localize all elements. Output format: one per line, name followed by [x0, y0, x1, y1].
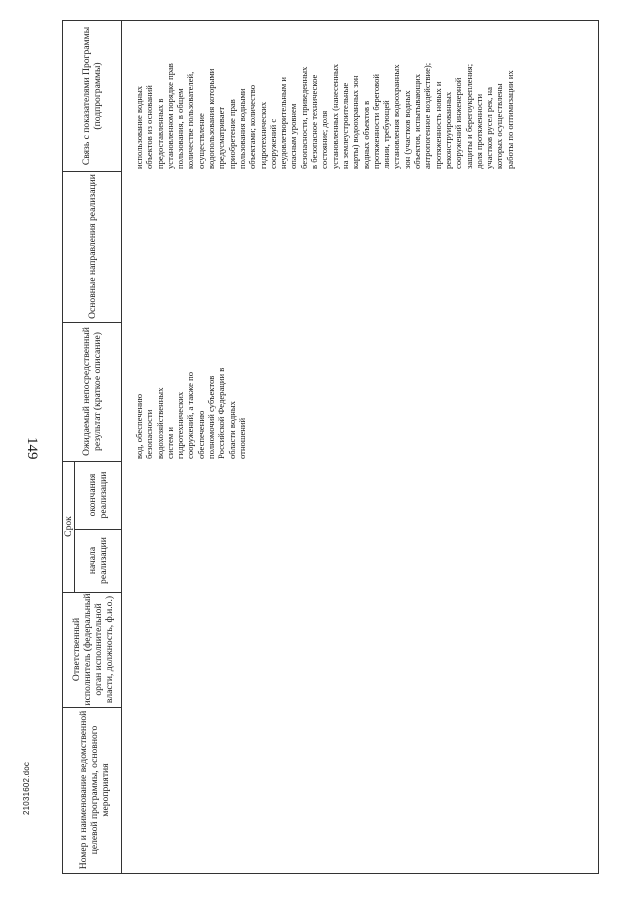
header-main-directions: Основные направления реализации: [86, 174, 98, 319]
text-line: установленном порядке прав: [164, 63, 175, 169]
text-line: пользования водными: [236, 88, 247, 169]
text-line: вод, обеспечению: [134, 393, 144, 459]
text-line: количестве пользователей,: [185, 71, 196, 169]
text-line: сооружений, а также по: [185, 371, 196, 459]
text-line: предусматривает: [216, 106, 227, 169]
text-line: работы по оптимизации их: [504, 70, 515, 169]
text-line: пользования, в общем: [175, 88, 186, 169]
text-line: состояние; доля: [319, 110, 330, 169]
text-line: участков русел рек, на: [484, 87, 495, 169]
text-line: водопользования которыми: [206, 68, 217, 169]
text-line: отношений: [236, 417, 247, 459]
text-line: приобретение прав: [226, 99, 237, 169]
text-line: протяженности береговой: [370, 73, 381, 169]
text-line: неудовлетворительным и: [278, 77, 289, 169]
cell-program-indicators-link: [134, 14, 515, 169]
header-expected-result: Ожидаемый непосредственный результат (краткое описание): [81, 327, 103, 456]
header-program-indicators-link: Связь с показателями Программы (подпрограммы): [81, 26, 103, 166]
text-line: водохозяйственных: [154, 387, 165, 459]
text-line: протяженность новых и: [432, 81, 443, 169]
header-program-number-name: Номер и наименование ведомственной целевой программы, основного мероприятия: [77, 710, 111, 870]
text-line: безопасности, приведенных: [298, 66, 309, 169]
text-line: в безопасное техническое: [309, 74, 320, 169]
text-line: доля протяженности: [473, 93, 484, 169]
text-line: предоставленных в: [154, 98, 165, 169]
text-line: области водных: [226, 401, 237, 459]
header-responsible-executor: Ответственный исполнитель (федеральный орган исполнительной власти, должность, ф.и.о.): [71, 593, 115, 706]
text-line: опасным уровнем: [288, 103, 299, 169]
text-line: полномочий субъектов: [206, 375, 217, 459]
text-line: реконструированных: [442, 91, 453, 169]
page-number: 149: [24, 437, 40, 460]
text-line: гидротехнических: [175, 391, 186, 459]
text-line: безопасности: [144, 409, 155, 459]
text-line: установления водоохранных: [391, 64, 402, 169]
text-line: Российской Федерации в: [216, 367, 227, 459]
text-line: линии, требующей: [381, 100, 392, 169]
text-line: защиты и берегоукрепления;: [463, 63, 474, 169]
text-line: установленных (нанесенных: [329, 63, 340, 169]
text-line: сооружений инженерной: [453, 77, 464, 169]
text-line: систем и: [164, 427, 175, 459]
text-line: которых осуществлены: [494, 83, 505, 169]
cell-expected-result: [134, 299, 247, 459]
text-line: обеспечению: [195, 410, 206, 459]
text-line: сооружений с: [267, 118, 278, 169]
text-line: водных объектов в: [360, 100, 371, 169]
text-line: зон (участков водных: [401, 90, 412, 169]
text-line: объектов из оснований: [144, 85, 155, 169]
text-line: гидротехнических: [257, 101, 268, 169]
header-end-date: окончания реализации: [87, 471, 109, 519]
text-line: антропогенное воздействие);: [422, 62, 433, 169]
header-term: Срок: [62, 516, 74, 537]
header-start-date: начала реализации: [87, 537, 109, 584]
text-line: осуществление: [195, 113, 206, 169]
document-id: 21031602.doc: [22, 761, 31, 815]
text-line: использование водных: [134, 85, 144, 169]
text-line: на землеустроительные: [339, 82, 350, 169]
text-line: объектами; количество: [247, 84, 258, 169]
text-line: объектов, испытывающих: [412, 73, 423, 169]
text-line: карты) водоохранных зон: [350, 75, 361, 169]
